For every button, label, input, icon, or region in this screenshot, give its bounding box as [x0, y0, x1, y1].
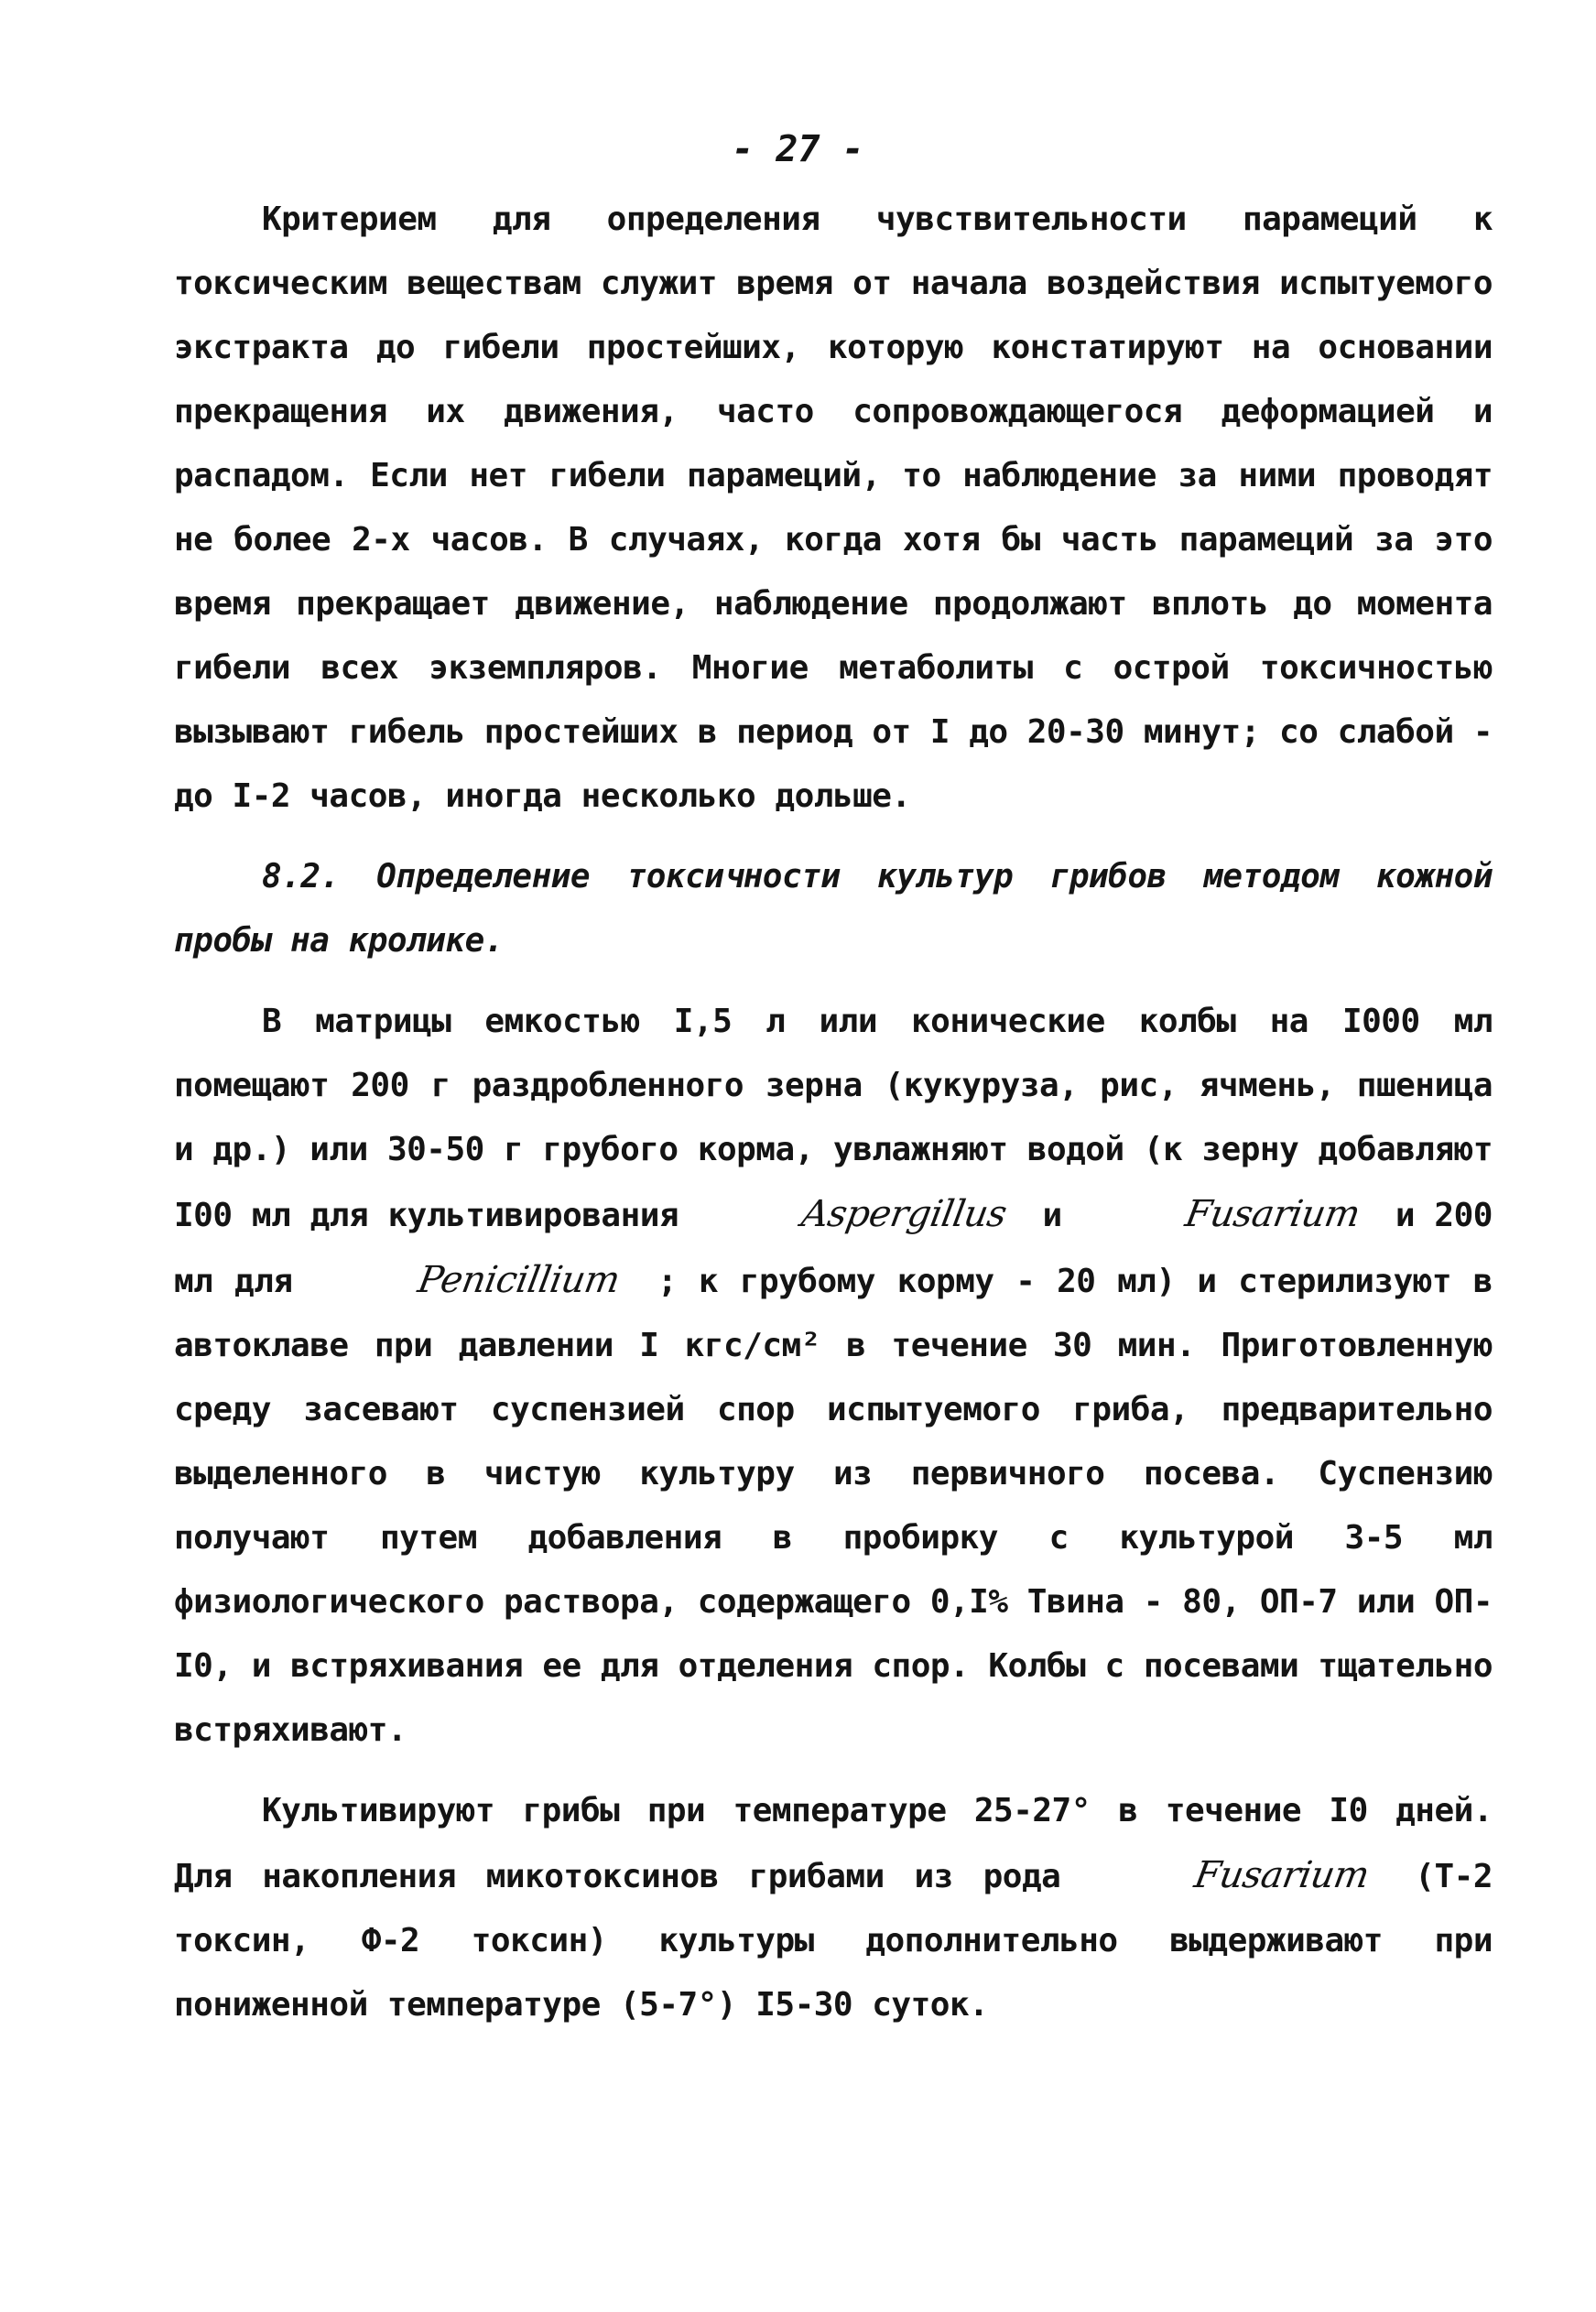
text-segment: и — [1042, 1197, 1062, 1234]
text-segment: (Т-2 токсин, Ф-2 токсин) культуры дополнительно выдерживают при пониженной температуре (5-7°) I5-30 суток. — [174, 1858, 1493, 2024]
paragraph-cultivation-medium — [174, 990, 1493, 1763]
document-body — [174, 188, 1493, 2037]
genus-handwritten-fusarium: Fusarium — [1181, 1193, 1363, 1235]
text-segment: ; к грубому корму - 20 мл) и стерилизуют в автоклаве при давлении I кгс/см² в течение 30 мин. Приготовленную среду засевают суспензией спор испытуемого гриба, предварительно выделенного в чистую культуру из первичного посева. Суспензию получают путем добавления в пробирку с культурой 3-5 мл физиологического раствора, содержащего 0,I% Твина - 80, ОП-7 или ОП-I0, и встряхивания ее для отделения спор. Колбы с посевами тщательно встряхивают. — [174, 1263, 1493, 1749]
genus-handwritten-fusarium: Fusarium — [1190, 1854, 1373, 1896]
genus-handwritten-aspergillus: Aspergillus — [798, 1193, 1011, 1235]
text-segment: В матрицы емкостью I,5 л или конические колбы на I000 мл помещают 200 г раздробленного зерна (кукуруза, рис, ячмень, пшеница и др.) или 30-50 г грубого корма, увлажняют водой (к зерну добавляют I00 мл для культивирования — [174, 1003, 1493, 1234]
page-number: - 27 - — [732, 128, 864, 170]
paragraph-paramecia-criterion: Критерием для определения чувствительности парамеций к токсическим веществам служит время от начала воздействия испытуемого экстракта до гибели простейших, которую констатируют на основании прекращения их движения, часто сопровождающегося деформацией и распадом. Если нет гибели парамеций, то наблюдение за ними проводят не более 2-х часов. В случаях, когда хотя бы часть парамеций за это время прекращает движение, наблюдение продолжают вплоть до момента гибели всех экземпляров. Многие метаболиты с острой токсичностью вызывают гибель простейших в период от I до 20-30 минут; со слабой - до I-2 часов, иногда несколько дольше. — [174, 201, 1493, 815]
genus-handwritten-penicillium: Penicillium — [415, 1259, 624, 1301]
section-heading-8-2: 8.2. Определение токсичности культур грибов методом кожной пробы на кролике. — [174, 858, 1493, 960]
paragraph-cultivation-temperature — [174, 1779, 1493, 2037]
text-segment: и 200 мл для — [174, 1197, 1493, 1300]
text-segment: Культивируют грибы при температуре 25-27° в течение I0 дней. Для накопления микотоксинов грибами из рода — [174, 1792, 1493, 1895]
